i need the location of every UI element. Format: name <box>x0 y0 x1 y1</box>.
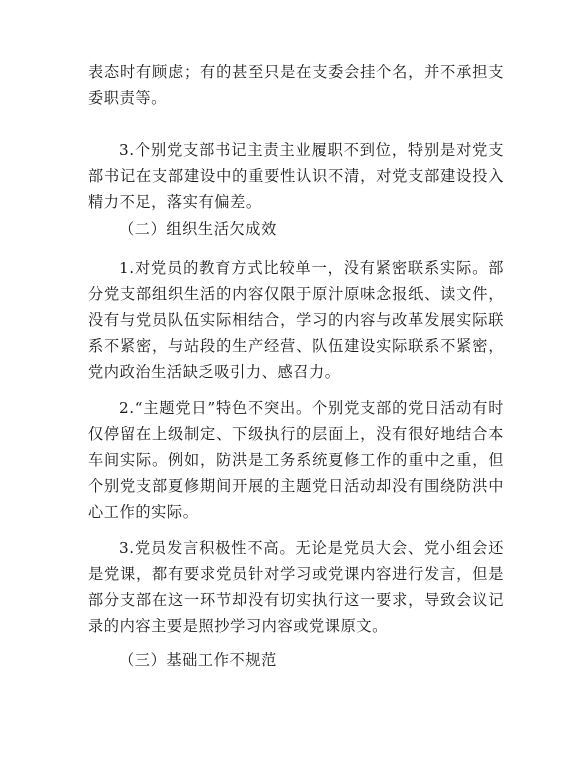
paragraph-item-2-theme-day: 2.“主题党日”特色不突出。个别党支部的党日活动有时仅停留在上级制定、下级执行的层面上，没有很好地结合本车间实际。例如，防洪是工务系统夏修工作的重中之重，但个别党支部夏修期间开展的主题党日活动却没有围绕防洪中心工作的实际。 <box>88 399 504 521</box>
paragraph-item-3-speaking: 3.党员发言积极性不高。无论是党员大会、党小组会还是党课，都有要求党员针对学习或党课内容进行发言，但是部分支部在这一环节却没有切实执行这一要求，导致会议记录的内容主要是照抄学习内容或党课原文。 <box>88 539 504 635</box>
paragraph-item-1-education: 1.对党员的教育方式比较单一，没有紧密联系实际。部分党支部组织生活的内容仅限于原汁原味念报纸、读文件，没有与党员队伍实际相结合，学习的内容与改革发展实际联系不紧密，与站段的生产经营、队伍建设实际联系不紧密，党内政治生活缺乏吸引力、感召力。 <box>88 259 504 381</box>
section-heading-3: （三）基础工作不规范 <box>119 651 277 669</box>
paragraph-continuation: 表态时有顾虑；有的甚至只是在支委会挂个名，并不承担支委职责等。 <box>88 63 504 107</box>
paragraph-item-3-secretary: 3.个别党支部书记主责主业履职不到位，特别是对党支部书记在支部建设中的重要性认识不清，对党支部建设投入精力不足，落实有偏差。 <box>88 141 504 211</box>
section-heading-2: （二）组织生活欠成效 <box>119 220 277 238</box>
